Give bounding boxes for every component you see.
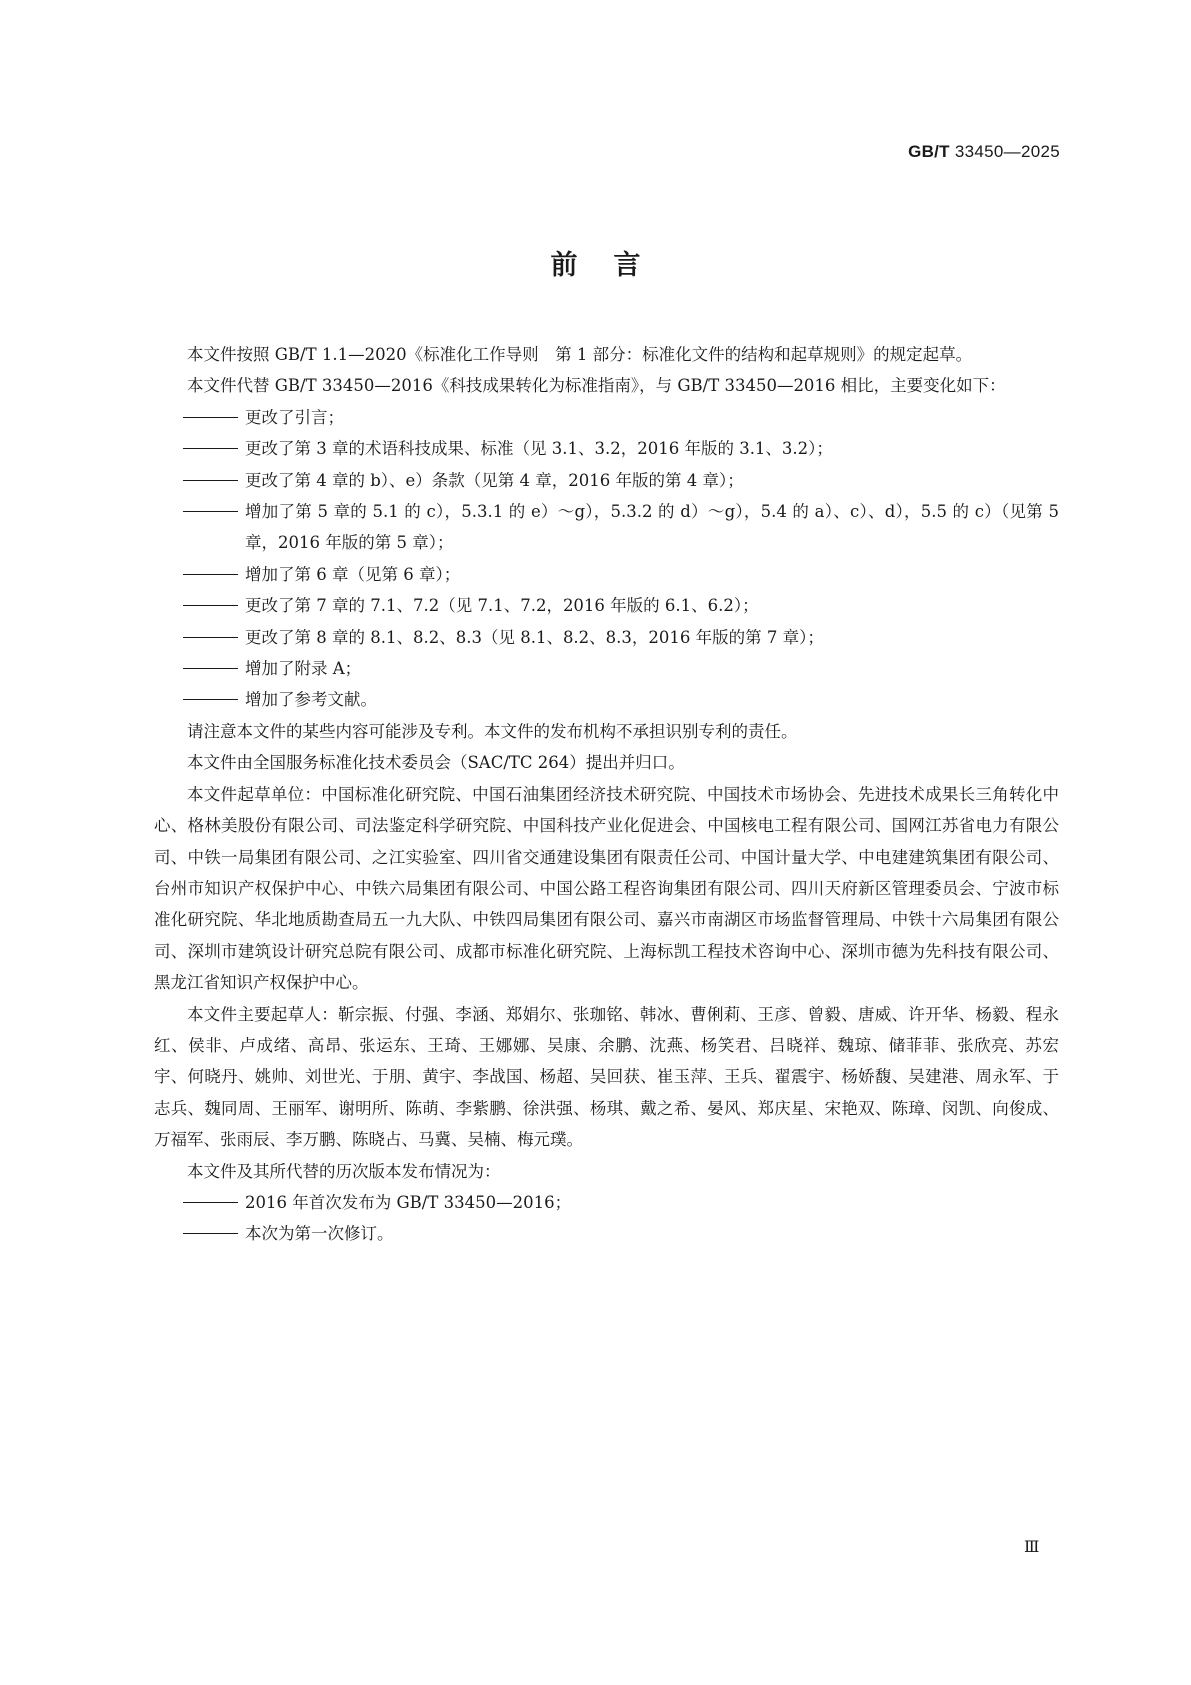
list-item <box>183 1187 1059 1218</box>
list-item <box>183 684 1059 715</box>
list-item-text: 2016 年首次发布为 GB/T 33450—2016； <box>245 1192 572 1212</box>
list-item <box>183 433 1059 464</box>
dash-marker <box>183 480 238 481</box>
drafting-units-paragraph: 本文件起草单位：中国标准化研究院、中国石油集团经济技术研究院、中国技术市场协会、先进技术成果长三角转化中心、格林美股份有限公司、司法鉴定科学研究院、中国科技产业化促进会、中国核电工程有限公司、国网江苏省电力有限公司、中铁一局集团有限公司、之江实验室、四川省交通建设集团有限责任公司、中国计量大学、中电建建筑集团有限公司、台州市知识产权保护中心、中铁六局集团有限公司、中国公路工程咨询集团有限公司、四川天府新区管理委员会、宁波市标准化研究院、华北地质勘查局五一九大队、中铁四局集团有限公司、嘉兴市南湖区市场监督管理局、中铁十六局集团有限公司、深圳市建筑设计研究总院有限公司、成都市标准化研究院、上海标凯工程技术咨询中心、深圳市德为先科技有限公司、黑龙江省知识产权保护中心。 <box>154 784 1059 993</box>
standard-number: 33450—2025 <box>954 142 1060 161</box>
dash-marker <box>183 637 238 638</box>
foreword-body <box>154 339 1059 1250</box>
dash-marker <box>183 574 238 575</box>
list-item-text: 更改了引言； <box>245 407 344 427</box>
dash-marker <box>183 1233 238 1234</box>
dash-marker <box>183 699 238 700</box>
list-item <box>183 590 1059 621</box>
list-item-text: 增加了第 5 章的 5.1 的 c），5.3.1 的 e）～g），5.3.2 的 d）～g），5.4 的 a）、c）、d），5.5 的 c）（见第 5 章，2016 年版的第 5 章）； <box>245 502 1059 553</box>
drafting-rules-paragraph: 本文件按照 GB/T 1.1—2020《标准化工作导则 第 1 部分：标准化文件的结构和起草规则》的规定起草。 <box>187 345 973 364</box>
patent-notice-paragraph: 请注意本文件的某些内容可能涉及专利。本文件的发布机构不承担识别专利的责任。 <box>187 721 798 741</box>
list-item-text: 更改了第 3 章的术语科技成果、标准（见 3.1、3.2，2016 年版的 3.1、3.2）； <box>245 439 833 459</box>
dash-marker <box>183 511 238 512</box>
standard-prefix: GB/T <box>908 142 950 161</box>
list-item <box>183 1218 1059 1249</box>
history-list <box>154 1187 1059 1250</box>
dash-marker <box>183 417 238 418</box>
list-item-text: 增加了附录 A； <box>245 659 362 679</box>
list-item-text: 更改了第 7 章的 7.1、7.2（见 7.1、7.2，2016 年版的 6.1、6.2）； <box>245 596 759 616</box>
replacement-paragraph: 本文件代替 GB/T 33450—2016《科技成果转化为标准指南》，与 GB/T 33450—2016 相比，主要变化如下： <box>187 376 1006 396</box>
committee-paragraph: 本文件由全国服务标准化技术委员会（SAC/TC 264）提出并归口。 <box>187 753 685 773</box>
list-item-text: 本次为第一次修订。 <box>245 1224 394 1244</box>
changes-list <box>154 402 1059 716</box>
dash-marker <box>183 1202 238 1203</box>
list-item <box>183 622 1059 653</box>
list-item <box>183 653 1059 684</box>
list-item-text: 增加了第 6 章（见第 6 章）； <box>245 564 461 584</box>
list-item <box>183 559 1059 590</box>
list-item <box>183 402 1059 433</box>
page-number: Ⅲ <box>1024 1537 1040 1556</box>
standard-code <box>908 142 1060 162</box>
dash-marker <box>183 605 238 606</box>
list-item <box>183 465 1059 496</box>
dash-marker <box>183 668 238 669</box>
list-item-text: 增加了参考文献。 <box>245 690 377 710</box>
dash-marker <box>183 448 238 449</box>
page-title: 前言 <box>550 250 677 281</box>
list-item-text: 更改了第 8 章的 8.1、8.2、8.3（见 8.1、8.2、8.3，2016 年版的第 7 章）； <box>245 627 824 647</box>
list-item-text: 更改了第 4 章的 b）、e）条款（见第 4 章，2016 年版的第 4 章）； <box>245 470 744 490</box>
list-item <box>183 496 1059 559</box>
drafters-paragraph: 本文件主要起草人：靳宗振、付强、李涵、郑娟尔、张珈铭、韩冰、曹俐莉、王彦、曾毅、唐威、许开华、杨毅、程永红、侯非、卢成绪、高昂、张运东、王琦、王娜娜、吴康、余鹏、沈燕、杨笑君、吕晓祥、魏琼、储菲菲、张欣亮、苏宏宇、何晓丹、姚帅、刘世光、于朋、黄宇、李战国、杨超、吴回获、崔玉萍、王兵、翟震宇、杨娇馥、吴建港、周永军、于志兵、魏同周、王丽军、谢明所、陈萌、李紫鹏、徐洪强、杨琪、戴之希、晏风、郑庆星、宋艳双、陈璋、闵凯、向俊成、万福军、张雨辰、李万鹏、陈晓占、马冀、吴楠、梅元璞。 <box>154 1004 1059 1150</box>
history-intro-paragraph: 本文件及其所代替的历次版本发布情况为： <box>187 1161 501 1181</box>
